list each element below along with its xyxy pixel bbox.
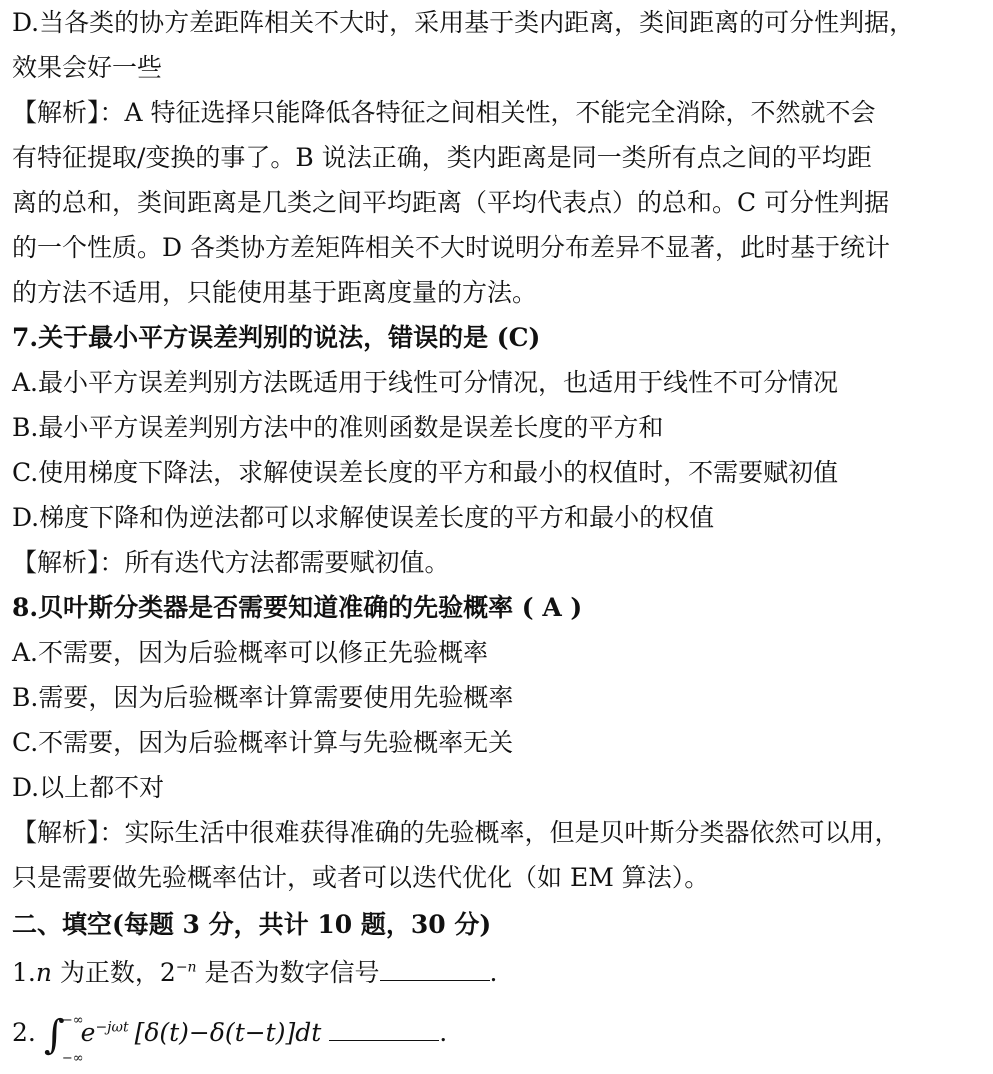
fill-q1-var-n: n: [35, 958, 52, 987]
q8-option-b: B.需要，因为后验概率计算需要使用先验概率: [12, 683, 514, 712]
q7-option-c: C.使用梯度下降法，求解使误差长度的平方和最小的权值时，不需要赋初值: [12, 458, 839, 487]
option-d-q6-line1: D.当各类的协方差距阵相关不大时，采用基于类内距离，类间距离的可分性判据，: [12, 8, 915, 37]
integral-sign: ∫ −∞ −∞: [44, 1020, 65, 1050]
fill-q1-number: 1.: [12, 958, 36, 987]
fill-q1-base: 2: [159, 958, 176, 987]
fill-q2-blank: [329, 1018, 439, 1041]
fill-q2-body: [δ(t)−δ(t−t)]dt: [134, 1018, 322, 1047]
fill-q1: [12, 958, 983, 988]
analysis-q6-line3: 离的总和，类间距离是几类之间平均距离（平均代表点）的总和。C 可分性判据: [12, 188, 890, 217]
analysis-q7: 【解析】：所有迭代方法都需要赋初值。: [12, 548, 450, 577]
integral-upper-limit: −∞: [61, 1012, 84, 1028]
question-8-title: 8.贝叶斯分类器是否需要知道准确的先验概率 ( A ): [12, 593, 583, 622]
q7-option-a: A.最小平方误差判别方法既适用于线性可分情况，也适用于线性不可分情况: [12, 368, 839, 397]
fill-q2-exponent: −jωt: [95, 1019, 129, 1036]
q7-option-d: D.梯度下降和伪逆法都可以求解使误差长度的平方和最小的权值: [12, 503, 715, 532]
analysis-q8-line2: 只是需要做先验概率估计，或者可以迭代优化（如 EM 算法）。: [12, 863, 710, 892]
analysis-q8-line1: 【解析】：实际生活中很难获得准确的先验概率，但是贝叶斯分类器依然可以用，: [12, 818, 900, 847]
q8-option-a: A.不需要，因为后验概率可以修正先验概率: [12, 638, 489, 667]
q8-option-d: D.以上都不对: [12, 773, 165, 802]
analysis-q6-line1: 【解析】：A 特征选择只能降低各特征之间相关性，不能完全消除，不然就不会: [12, 98, 876, 127]
option-d-q6-line2: 效果会好一些: [12, 53, 163, 82]
question-7-title: 7.关于最小平方误差判别的说法，错误的是 (C): [12, 323, 541, 352]
fill-q2: [12, 1011, 983, 1066]
section-2-heading: 二、填空(每题 3 分，共计 10 题，30 分): [12, 910, 492, 939]
q8-option-c: C.不需要，因为后验概率计算与先验概率无关: [12, 728, 514, 757]
fill-q2-e: e: [80, 1018, 96, 1047]
fill-q1-exponent: −n: [175, 959, 197, 976]
analysis-q6-line4: 的一个性质。D 各类协方差矩阵相关不大时说明分布差异不显著，此时基于统计: [12, 233, 890, 262]
analysis-q6-line2: 有特征提取/变换的事了。B 说法正确，类内距离是同一类所有点之间的平均距: [12, 143, 872, 172]
analysis-q6-line5: 的方法不适用，只能使用基于距离度量的方法。: [12, 278, 538, 307]
fill-q1-text2: 是否为数字信号: [196, 958, 380, 987]
fill-q2-number: 2.: [12, 1018, 36, 1047]
integral-lower-limit: −∞: [61, 1050, 84, 1066]
fill-q2-end: .: [439, 1018, 448, 1047]
fill-q1-end: .: [489, 958, 498, 987]
fill-q1-text1: 为正数，: [51, 958, 160, 987]
fill-q1-blank: [380, 958, 490, 981]
q7-option-b: B.最小平方误差判别方法中的准则函数是误差长度的平方和: [12, 413, 664, 442]
